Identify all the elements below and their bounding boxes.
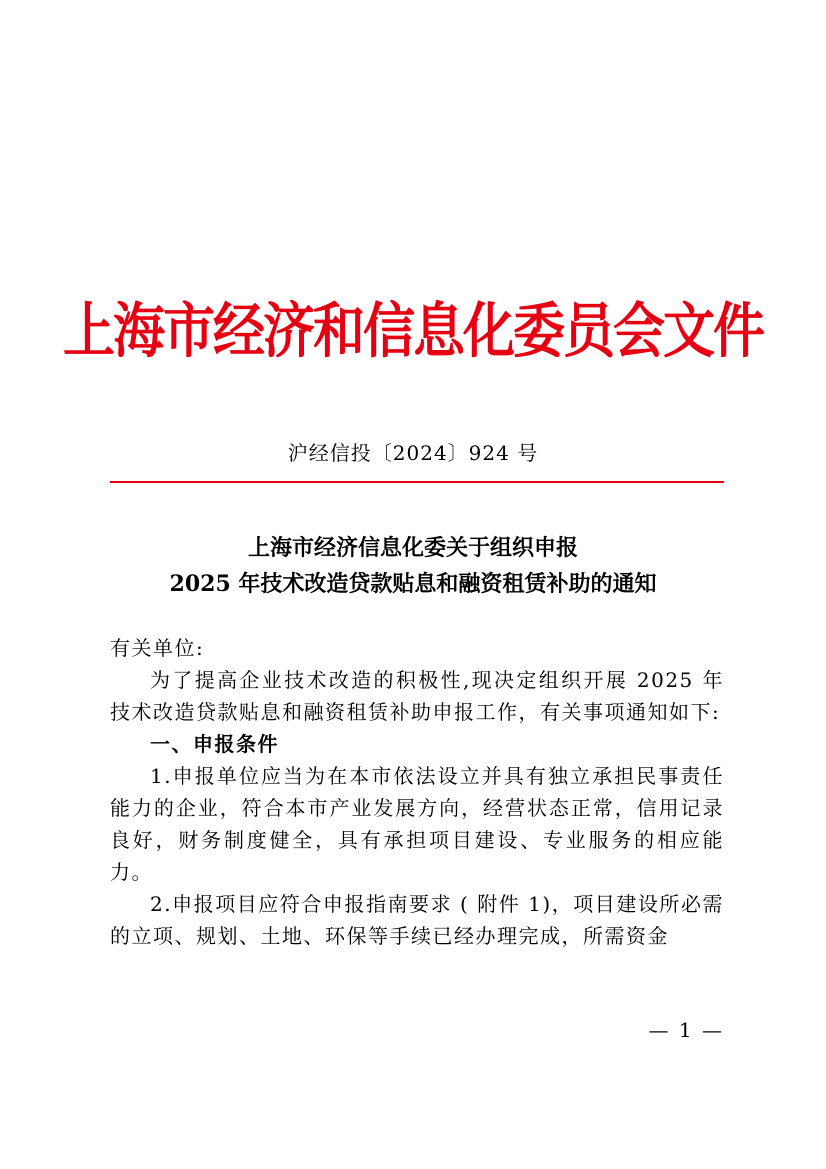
notice-title-line-2: 2025 年技术改造贷款贴息和融资租赁补助的通知 bbox=[169, 571, 657, 597]
section-heading-conditions: 一、申报条件 bbox=[150, 732, 279, 756]
page-number: — 1 — bbox=[648, 1018, 724, 1042]
document-number: 沪经信投〔2024〕924 号 bbox=[287, 441, 539, 465]
intro-paragraph: 为了提高企业技术改造的积极性,现决定组织开展 2025 年技术改造贷款贴息和融资租赁补助申报工作，有关事项通知如下: bbox=[110, 668, 724, 724]
notice-title-line-1: 上海市经济信息化委关于组织申报 bbox=[247, 535, 578, 561]
condition-item-1: 1.申报单位应当为在本市依法设立并具有独立承担民事责任能力的企业，符合本市产业发展方向，经营状态正常，信用记录良好，财务制度健全，具有承担项目建设、专业服务的相应能力。 bbox=[110, 764, 724, 884]
notice-title bbox=[0, 530, 826, 602]
salutation: 有关单位: bbox=[110, 636, 205, 660]
issuer-masthead: 上海市经济和信息化委员会文件 bbox=[62, 296, 763, 367]
notice-body bbox=[110, 632, 724, 952]
red-divider-line bbox=[110, 481, 724, 483]
condition-item-2: 2.申报项目应符合申报指南要求 ( 附件 1)，项目建设所必需的立项、规划、土地、环保等手续已经办理完成，所需资金 bbox=[110, 892, 724, 948]
